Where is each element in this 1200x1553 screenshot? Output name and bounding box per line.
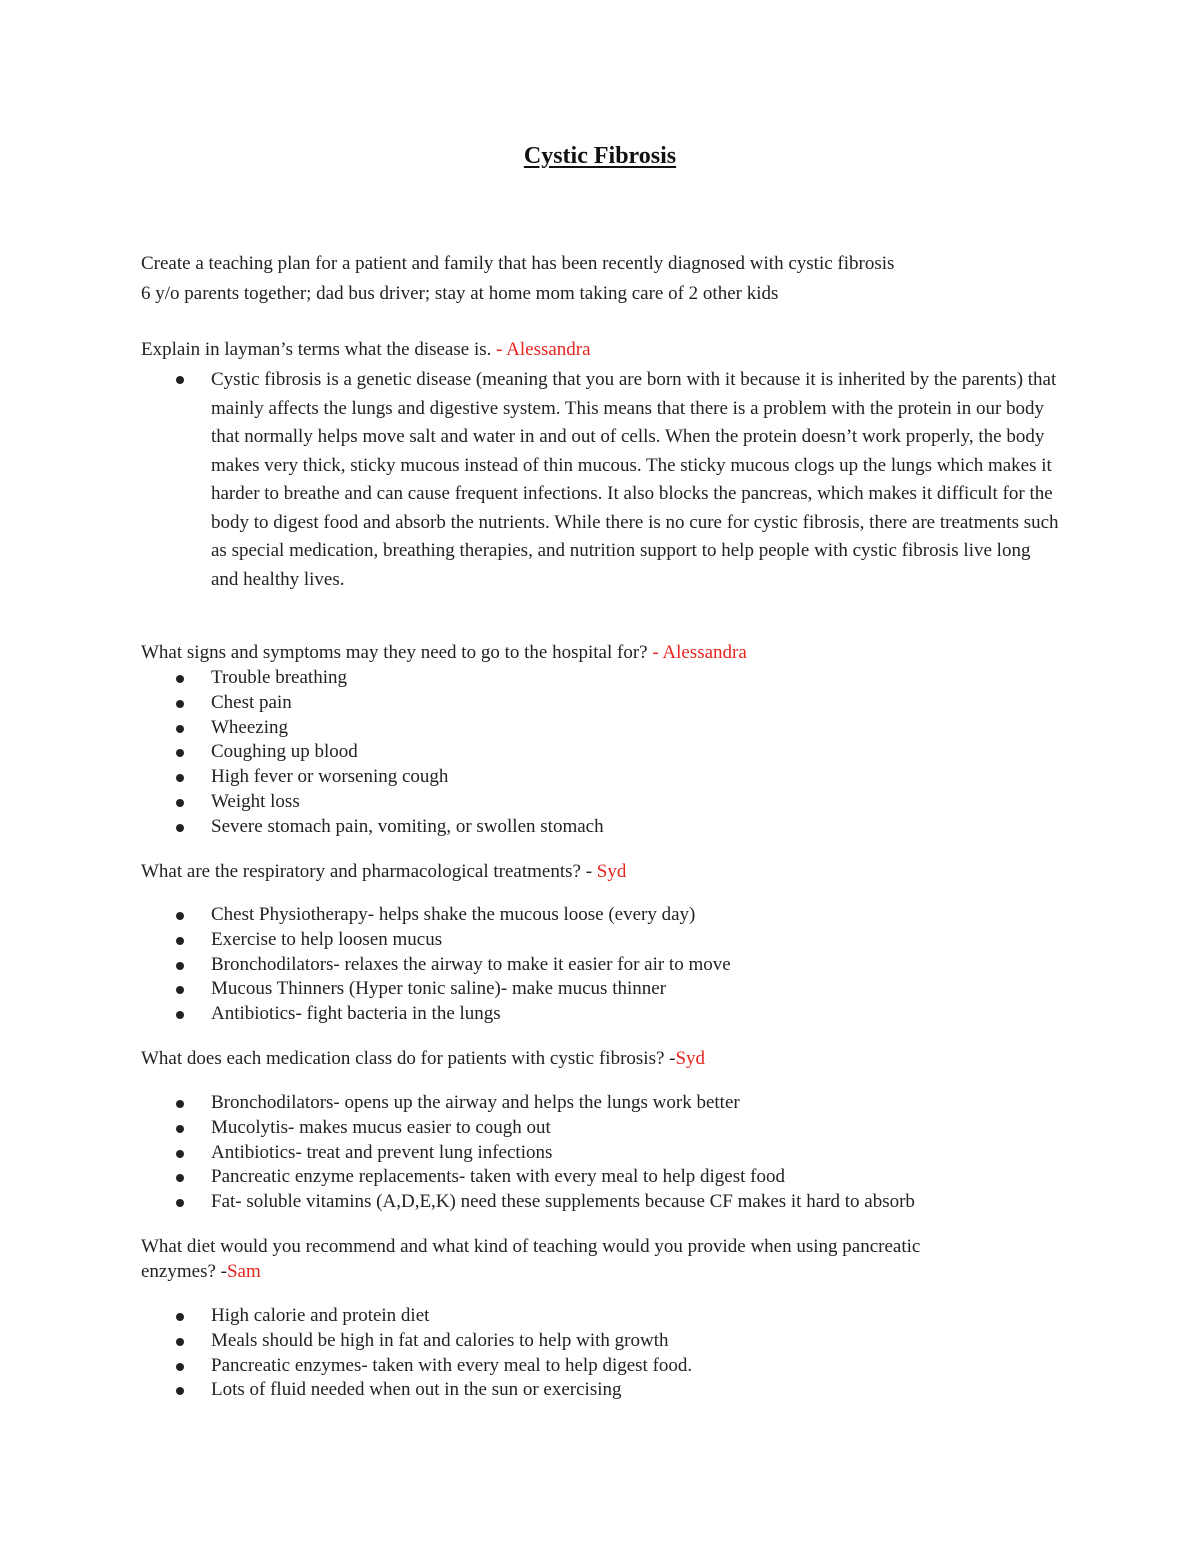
- list-item: [0, 1116, 915, 1141]
- bullet-icon: [176, 962, 184, 970]
- list-item: [0, 1190, 915, 1215]
- list-item-text: Chest pain: [211, 691, 292, 713]
- section-question: [141, 860, 626, 884]
- list-item-text: Exercise to help loosen mucus: [211, 928, 443, 950]
- list-item-text: Weight loss: [211, 790, 300, 812]
- list-item-text: Chest Physiotherapy- helps shake the mucous loose (every day): [211, 904, 696, 925]
- question-text: Explain in layman’s terms what the disease is.: [141, 339, 497, 360]
- list-item: [0, 740, 604, 765]
- author-label: Sam: [226, 1261, 261, 1282]
- list-item: [0, 666, 604, 691]
- bullet-icon: [176, 1150, 184, 1158]
- list-item-text: Mucous Thinners (Hyper tonic saline)- make mucus thinner: [211, 978, 667, 1000]
- list-item: [0, 716, 604, 741]
- bullet-icon: [176, 1125, 184, 1133]
- author-label: - Alessandra: [652, 642, 747, 663]
- list-item-text: Severe stomach pain, vomiting, or swollen stomach: [211, 815, 604, 837]
- bullet-icon: [176, 1011, 184, 1019]
- list-item-text: Pancreatic enzymes- taken with every meal to help digest food.: [211, 1354, 693, 1376]
- diet-list: [0, 1304, 692, 1403]
- bullet-icon: [176, 1363, 184, 1371]
- bullet-icon: [176, 725, 184, 733]
- list-item: [0, 1091, 915, 1116]
- bullet-icon: [176, 937, 184, 945]
- list-item-text: Coughing up blood: [211, 741, 358, 763]
- bullet-icon: [176, 799, 184, 807]
- list-item: [0, 1002, 731, 1027]
- list-item: [0, 691, 604, 716]
- treatments-list: [0, 903, 731, 1027]
- bullet-icon: [176, 912, 184, 920]
- bullet-icon: [176, 749, 184, 757]
- bullet-icon: [176, 1199, 184, 1207]
- list-item-text: Antibiotics- treat and prevent lung infections: [211, 1141, 553, 1163]
- list-item: [0, 977, 731, 1002]
- list-item: [0, 1354, 692, 1379]
- author-label: - Alessandra: [496, 339, 591, 360]
- bullet-icon: [176, 675, 184, 683]
- list-item: [0, 1141, 915, 1166]
- list-item-text: Bronchodilators- opens up the airway and helps the lungs work better: [211, 1092, 740, 1113]
- bullet-icon: [176, 1387, 184, 1395]
- list-item-text: Mucolytis- makes mucus easier to cough out: [211, 1116, 551, 1138]
- list-item-text: Fat- soluble vitamins (A,D,E,K) need these supplements because CF makes it hard to absorb: [211, 1191, 915, 1213]
- bullet-icon: [176, 986, 184, 994]
- list-item: [0, 1378, 692, 1403]
- bullet-icon: [176, 774, 184, 782]
- list-item: [0, 815, 604, 840]
- list-item-text: Pancreatic enzyme replacements- taken with every meal to help digest food: [211, 1166, 785, 1188]
- list-item-text: Antibiotics- fight bacteria in the lungs: [211, 1003, 501, 1025]
- question-text: enzymes? -: [141, 1261, 227, 1282]
- section-question: [141, 1260, 261, 1284]
- bullet-icon: [176, 1174, 184, 1182]
- list-item: [0, 1165, 915, 1190]
- bullet-icon: [176, 376, 184, 384]
- list-item-text: Trouble breathing: [211, 667, 347, 688]
- bullet-icon: [176, 1338, 184, 1346]
- list-item: [0, 790, 604, 815]
- question-text: What signs and symptoms may they need to go to the hospital for?: [141, 642, 653, 663]
- disease-explanation: Cystic fibrosis is a genetic disease (meaning that you are born with it because it is inherited by the parents) that mainly affects the lungs and digestive system. This means that there is a problem with the protein in our body that normally helps move salt and water in and out of cells. When the protein doesn’t work properly, the body makes very thick, sticky mucous instead of thin mucous. The sticky mucous clogs up the lungs which makes it harder to breathe and can cause frequent infections. It also blocks the pancreas, which makes it difficult for the body to digest food and absorb the nutrients. While there is no cure for cystic fibrosis, there are treatments such as special medication, breathing therapies, and nutrition support to help people with cystic fibrosis live long and healthy lives.: [211, 369, 1059, 590]
- list-item-text: Wheezing: [211, 716, 289, 738]
- list-item: [0, 1304, 692, 1329]
- section-question: [141, 1047, 705, 1071]
- list-item: [0, 765, 604, 790]
- list-item-text: Lots of fluid needed when out in the sun or exercising: [211, 1379, 622, 1401]
- list-item-text: High calorie and protein diet: [211, 1305, 430, 1326]
- author-label: Syd: [675, 1048, 706, 1069]
- bullet-icon: [176, 1313, 184, 1321]
- bullet-icon: [176, 1100, 184, 1108]
- author-label: Syd: [596, 861, 627, 882]
- medication-class-list: [0, 1091, 915, 1215]
- list-item-text: Bronchodilators- relaxes the airway to make it easier for air to move: [211, 953, 731, 975]
- list-item: [0, 1329, 692, 1354]
- intro-line: 6 y/o parents together; dad bus driver; stay at home mom taking care of 2 other kids: [141, 283, 779, 304]
- section-question: What diet would you recommend and what kind of teaching would you provide when using pancreatic: [141, 1236, 921, 1257]
- intro-line: Create a teaching plan for a patient and family that has been recently diagnosed with cystic fibrosis: [141, 253, 895, 274]
- question-text: What does each medication class do for patients with cystic fibrosis? -: [141, 1048, 676, 1069]
- list-item: [0, 953, 731, 978]
- bullet-icon: [176, 700, 184, 708]
- list-item-text: High fever or worsening cough: [211, 766, 449, 788]
- list-item-text: Meals should be high in fat and calories to help with growth: [211, 1329, 669, 1351]
- symptoms-list: [0, 666, 604, 840]
- bullet-icon: [176, 824, 184, 832]
- list-item: [0, 928, 731, 953]
- section-question: [141, 338, 591, 362]
- question-text: What are the respiratory and pharmacological treatments? -: [141, 861, 597, 882]
- document-title: Cystic Fibrosis: [523, 143, 677, 169]
- list-item: [0, 903, 731, 928]
- section-question: [141, 641, 747, 665]
